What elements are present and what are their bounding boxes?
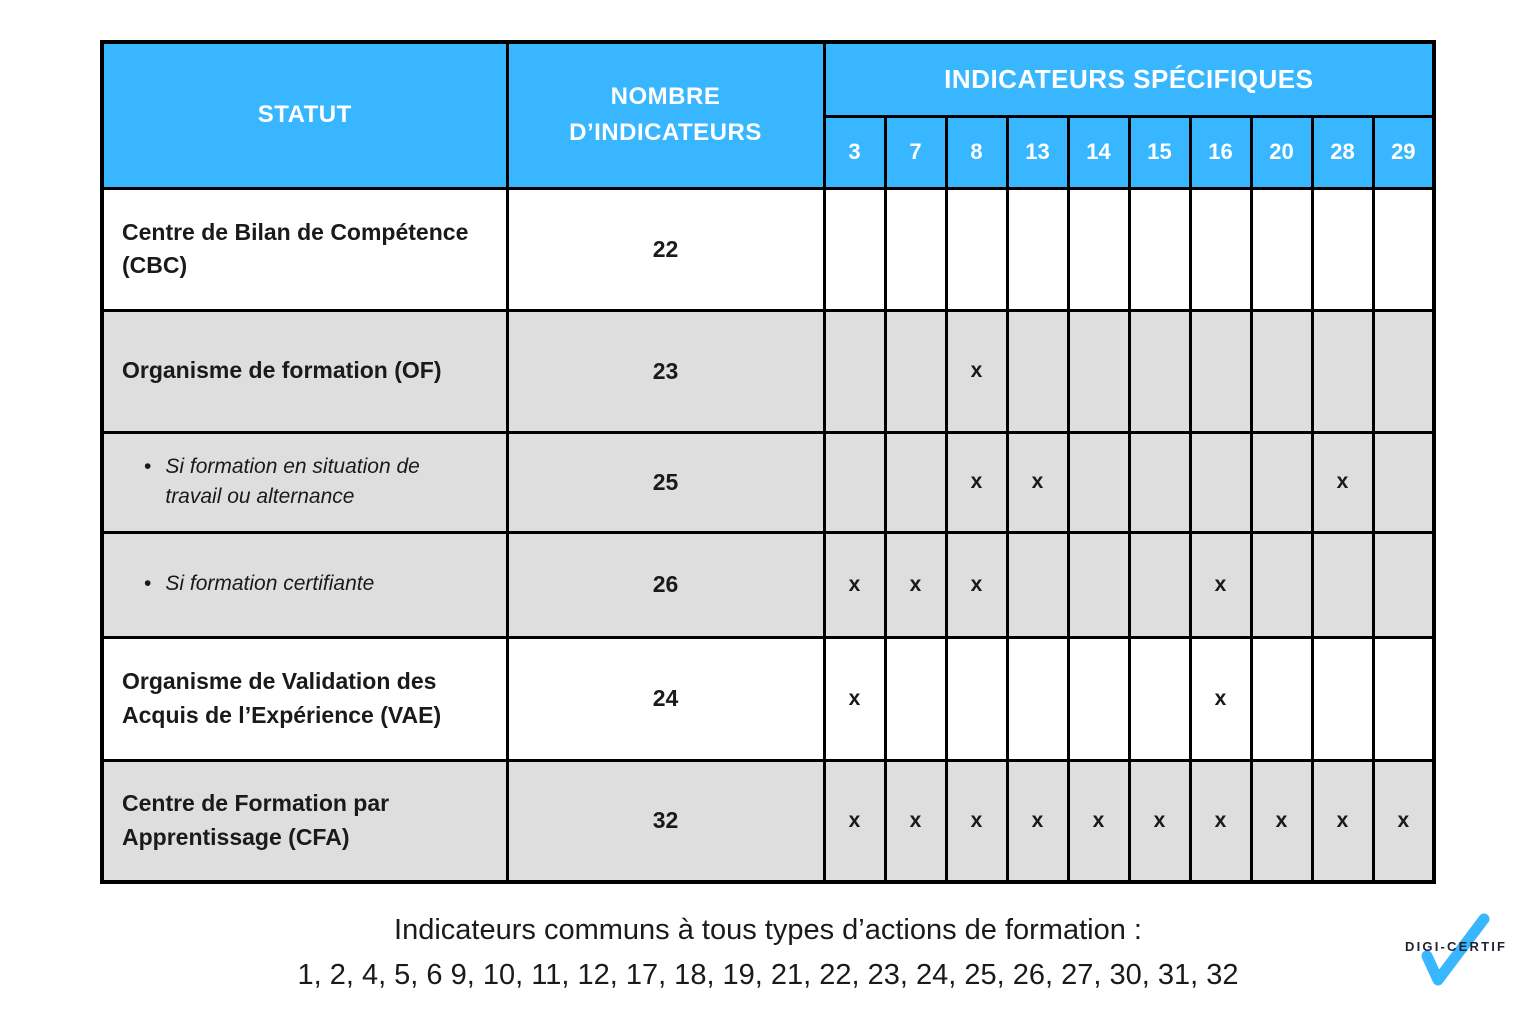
indicator-number-header: 20 [1251,116,1312,188]
indicator-number-header: 15 [1129,116,1190,188]
indicator-mark-cell [885,188,946,310]
bullet-icon: • [144,572,152,596]
statut-cell [102,637,507,760]
statut-cell [102,188,507,310]
table-row [102,432,1434,532]
nombre-cell: 26 [507,532,824,637]
indicator-mark-cell [1068,532,1129,637]
statut-header: STATUT [102,42,507,188]
indicator-mark-cell [885,310,946,432]
indicator-mark-cell: x [1190,637,1251,760]
footer-note [0,908,1536,998]
indicator-mark-cell: x [946,532,1007,637]
indicator-mark-cell: x [824,532,885,637]
indicator-mark-cell: x [1312,432,1373,532]
indicateurs-specifiques-header: INDICATEURS SPÉCIFIQUES [824,42,1434,116]
table-row [102,760,1434,882]
indicator-mark-cell [1373,532,1434,637]
indicator-mark-cell [1190,310,1251,432]
indicator-mark-cell [1312,188,1373,310]
indicator-mark-cell: x [1190,760,1251,882]
statut-label: Centre de Bilan de Compétence (CBC) [122,218,469,278]
indicator-mark-cell [946,188,1007,310]
indicator-mark-cell [1129,432,1190,532]
nombre-cell: 32 [507,760,824,882]
indicator-mark-cell [1373,310,1434,432]
logo-text: DIGI-CERTIF [1405,939,1508,954]
digi-certif-logo [1385,890,1530,1015]
indicator-mark-cell [1007,532,1068,637]
indicator-mark-cell: x [1068,760,1129,882]
indicator-mark-cell [1068,188,1129,310]
footer-note-line2: 1, 2, 4, 5, 6 9, 10, 11, 12, 17, 18, 19, 21, 22, 23, 24, 25, 26, 27, 30, 31, 32 [297,958,1239,991]
indicator-mark-cell: x [824,760,885,882]
indicator-mark-cell [1190,188,1251,310]
header-row-top [102,42,1434,116]
statut-cell [102,310,507,432]
indicator-number-header: 3 [824,116,885,188]
indicator-number-header: 16 [1190,116,1251,188]
table-row [102,637,1434,760]
indicator-mark-cell [1251,532,1312,637]
bullet-icon: • [144,454,152,478]
indicator-mark-cell [1129,188,1190,310]
statut-cell [102,760,507,882]
table-row [102,532,1434,637]
indicator-mark-cell [824,432,885,532]
statut-label: Si formation certifiante [165,572,375,596]
footer-note-line1: Indicateurs communs à tous types d’actions de formation : [394,914,1142,946]
indicator-mark-cell: x [946,310,1007,432]
indicators-table [100,40,1436,884]
indicator-mark-cell [1007,637,1068,760]
indicator-mark-cell [885,637,946,760]
indicator-mark-cell [1129,637,1190,760]
indicator-mark-cell: x [824,637,885,760]
nombre-cell: 22 [507,188,824,310]
indicator-mark-cell [824,310,885,432]
indicator-mark-cell: x [946,760,1007,882]
indicator-mark-cell: x [885,532,946,637]
indicator-number-header: 13 [1007,116,1068,188]
indicator-mark-cell [1312,532,1373,637]
indicator-mark-cell: x [885,760,946,882]
indicator-mark-cell [1068,637,1129,760]
table-row [102,188,1434,310]
statut-cell [102,432,507,532]
indicator-mark-cell [1251,188,1312,310]
indicator-mark-cell [1251,310,1312,432]
indicator-mark-cell: x [1007,432,1068,532]
indicator-mark-cell [1312,310,1373,432]
indicator-mark-cell [946,637,1007,760]
nombre-cell: 24 [507,637,824,760]
indicator-mark-cell [1007,188,1068,310]
indicator-mark-cell: x [1007,760,1068,882]
indicator-mark-cell: x [1129,760,1190,882]
indicator-mark-cell: x [1312,760,1373,882]
indicator-number-header: 8 [946,116,1007,188]
statut-label: Centre de Formation par Apprentissage (CFA) [122,790,390,850]
nombre-indicateurs-header: NOMBRE D’INDICATEURS [507,42,824,188]
indicator-number-header: 14 [1068,116,1129,188]
indicator-mark-cell: x [946,432,1007,532]
indicator-mark-cell: x [1190,532,1251,637]
indicator-mark-cell [1251,637,1312,760]
indicator-mark-cell [1129,532,1190,637]
indicator-mark-cell [1373,637,1434,760]
indicator-mark-cell: x [1251,760,1312,882]
nombre-cell: 25 [507,432,824,532]
indicator-mark-cell [885,432,946,532]
indicator-mark-cell [1007,310,1068,432]
indicator-mark-cell [1312,637,1373,760]
indicator-mark-cell [1373,188,1434,310]
indicator-mark-cell [824,188,885,310]
statut-label: Organisme de Validation des Acquis de l’Expérience (VAE) [122,668,442,728]
indicator-mark-cell [1068,310,1129,432]
indicator-mark-cell [1373,432,1434,532]
nombre-cell: 23 [507,310,824,432]
indicator-number-header: 29 [1373,116,1434,188]
statut-cell [102,532,507,637]
indicator-number-header: 28 [1312,116,1373,188]
indicator-mark-cell [1129,310,1190,432]
statut-label: Organisme de formation (OF) [122,357,442,384]
indicator-mark-cell [1068,432,1129,532]
indicator-mark-cell: x [1373,760,1434,882]
table-row [102,310,1434,432]
indicator-mark-cell [1190,432,1251,532]
indicator-number-header: 7 [885,116,946,188]
statut-label: Si formation en situation de travail ou alternance [165,454,420,508]
indicator-mark-cell [1251,432,1312,532]
